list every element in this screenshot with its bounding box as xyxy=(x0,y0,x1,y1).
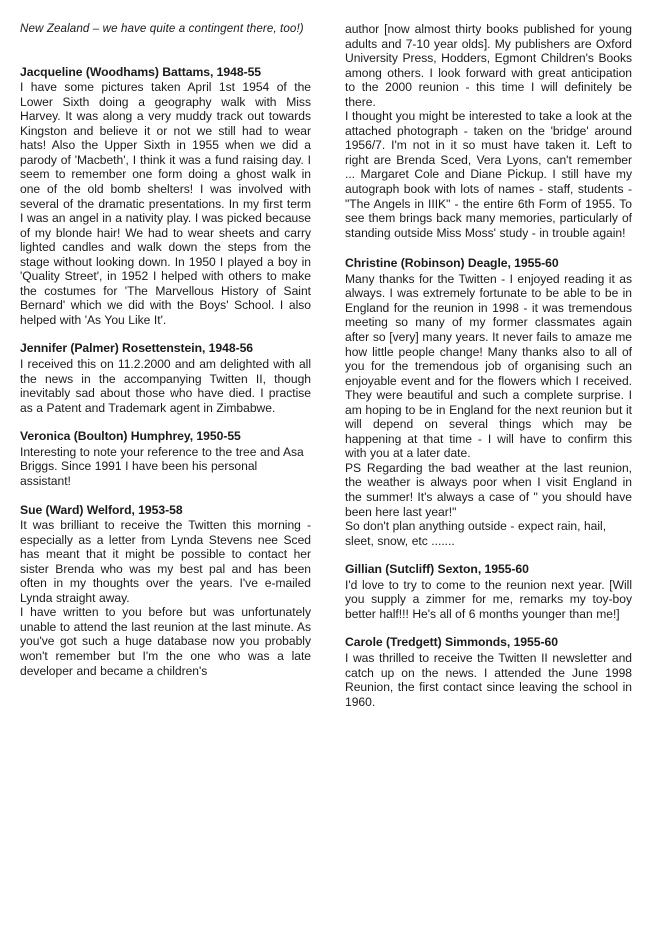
entry-christine-deagle xyxy=(345,256,632,548)
entry-paragraph: I'd love to try to come to the reunion next year. [Will you supply a zimmer for me, remarks my toy-boy better half!!! He's all of 6 months younger than me!] xyxy=(345,577,632,621)
continuation-paragraph: I thought you might be interested to take a look at the attached photograph - taken on the 'bridge' around 1956/7. I'm not in it so must have taken it. Left to right are Brenda Sced, Vera Lyons, can't remember ... Margaret Cole and Diane Pickup. I still have my autograph book with lots of names - staff, students - "The Angels in IIIK" - the entire 6th Form of 1955. To see them brings back many memories, particularly of standing outside Miss Moss' study - in trouble again! xyxy=(345,109,632,240)
continuation-paragraph: author [now almost thirty books published for young adults and 7-10 year olds]. My publishers are Oxford University Press, Hodders, Egmont Children's Books among others. I look forward with great anticipation to the 2000 reunion - this time I will definitely be there. xyxy=(345,22,632,109)
entry-paragraph: I received this on 11.2.2000 and am delighted with all the news in the accompanying Twitten II, though inevitably sad about those who have died. I practise as a Patent and Trademark agent in Zimbabwe. xyxy=(20,357,311,415)
entry-jacqueline-battams xyxy=(20,65,311,328)
entry-paragraph: Many thanks for the Twitten - I enjoyed reading it as always. I was extremely fortunate to be able to be in England for the reunion in 1998 - it was tremendous meeting so many of my former classmates again after so [very] many years. It never fails to amaze me how little people change! Many thanks also to all of you for the tremendous job of organising such an enjoyable event and for the flowers which I received. They were beautiful and such a complete surprise. I am hoping to be in England for the next reunion but it will depend on several things which may be happening at that time - I will have to confirm this with you at a later date. xyxy=(345,271,632,461)
entry-paragraph: It was brilliant to receive the Twitten this morning - especially as a letter from Lynda Stevens nee Sced has meant that it might be possible to contact her sister Brenda who was my best pal and has been often in my thoughts over the years. I've e-mailed Lynda straight away. xyxy=(20,518,311,605)
entry-paragraph: Interesting to note your reference to the tree and Asa Briggs. Since 1991 I have been his personal assistant! xyxy=(20,444,304,488)
entry-gillian-sexton xyxy=(345,562,632,621)
entry-jennifer-rosettenstein xyxy=(20,341,311,415)
entry-heading: Jennifer (Palmer) Rosettenstein, 1948-56 xyxy=(20,341,254,356)
continuation-paragraph-italic: New Zealand – we have quite a contingent there, too!) xyxy=(20,22,304,35)
entry-heading: Jacqueline (Woodhams) Battams, 1948-55 xyxy=(20,64,262,79)
left-column xyxy=(20,22,311,678)
entry-heading: Veronica (Boulton) Humphrey, 1950-55 xyxy=(20,429,241,444)
entry-carole-simmonds xyxy=(345,635,632,709)
entry-paragraph: I have some pictures taken April 1st 1954 of the Lower Sixth doing a geography walk with Miss Harvey. It was along a very muddy track out towards Kingston and believe it or not we still had to wear hats! Also the Upper Sixth in 1955 when we did a parody of 'Macbeth', I think it was a fund raising day. I seem to remember one form doing a ghost walk in one of the old bomb shelters! I was involved with several of the dramatic presentations. In my first term I was an angel in a nativity play. I was picked because of my blonde hair! We had to wear sheets and carry lighted candles and walk down the steps from the stage without looking down. In 1950 I played a boy in 'Quality Street', in 1952 I helped with others to make the costumes for 'The Marvellous History of Saint Bernard' which we did with the Boys' School. I also helped with 'As You Like It'. xyxy=(20,80,311,327)
entry-paragraph-postscript: PS Regarding the bad weather at the last reunion, the weather is always poor when I visit England in the summer! It's always a case of " you should have been here last year!" xyxy=(345,460,632,519)
entry-heading: Gillian (Sutcliff) Sexton, 1955-60 xyxy=(345,562,529,577)
two-column-layout xyxy=(20,22,630,937)
entry-heading: Sue (Ward) Welford, 1953-58 xyxy=(20,502,183,517)
entry-veronica-humphrey xyxy=(20,429,311,488)
entry-paragraph: So don't plan anything outside - expect rain, hail, sleet, snow, etc ....... xyxy=(345,519,607,548)
right-column xyxy=(345,22,632,709)
entry-sue-welford xyxy=(20,503,311,679)
entry-paragraph: I have written to you before but was unfortunately unable to attend the last reunion at the last minute. As you've got such a huge database now you probably won't remember but I'm the one who was a late developer and became a children's xyxy=(20,605,311,678)
entry-heading: Christine (Robinson) Deagle, 1955-60 xyxy=(345,256,559,271)
entry-heading: Carole (Tredgett) Simmonds, 1955-60 xyxy=(345,635,558,650)
entry-paragraph: I was thrilled to receive the Twitten II newsletter and catch up on the news. I attended the June 1998 Reunion, the first contact since leaving the school in 1960. xyxy=(345,651,632,709)
